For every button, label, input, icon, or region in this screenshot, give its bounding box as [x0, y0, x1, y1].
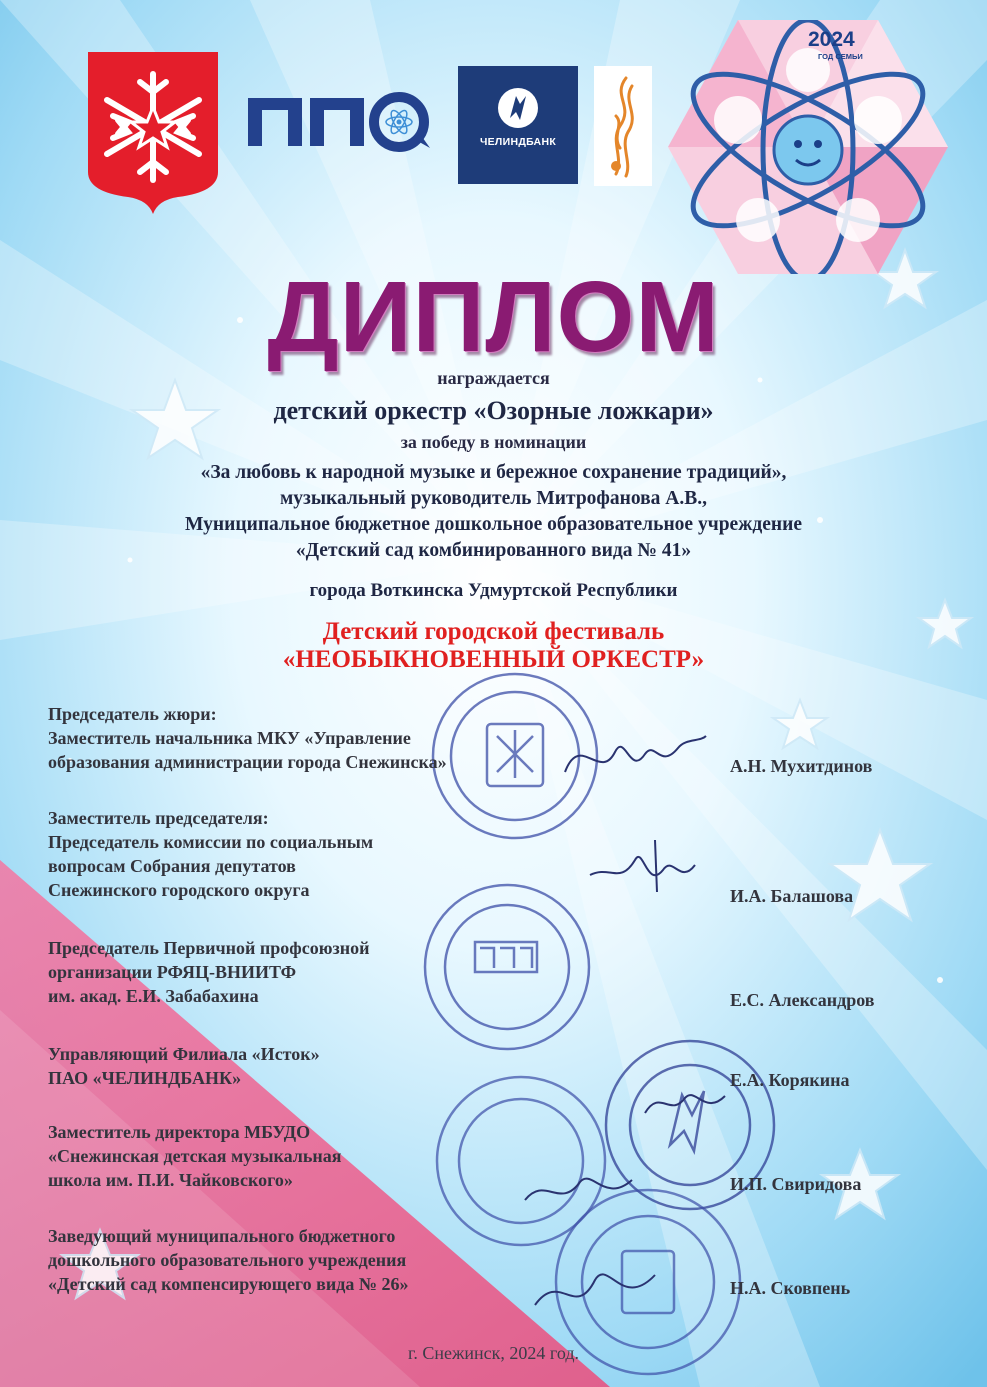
signatory-title-line: им. акад. Е.И. Забабахина	[48, 986, 259, 1006]
signatory-name: Е.С. Александров	[730, 990, 875, 1010]
signatory-title-line: Заместитель начальника МКУ «Управление	[48, 728, 411, 748]
signature-1	[560, 722, 710, 792]
signatory-name: А.Н. Мухитдинов	[730, 756, 873, 776]
signature-4	[520, 1160, 640, 1220]
festival-line-2: «НЕОБЫКНОВЕННЫЙ ОРКЕСТР»	[282, 646, 705, 673]
recipient-name: детский оркестр «Озорные ложкари»	[273, 396, 714, 425]
signatory-title-line: вопросам Собрания депутатов	[48, 856, 296, 876]
signatory-block	[48, 936, 518, 1008]
signatory-block	[48, 702, 518, 774]
description-line: музыкальный руководитель Митрофанова А.В.,	[279, 488, 708, 509]
bank-name: ЧЕЛИНДБАНК	[479, 136, 557, 148]
signatory-block	[48, 1120, 518, 1192]
bank-emblem-icon	[458, 66, 578, 184]
signature-3	[640, 1078, 730, 1128]
signatory-title-line: «Снежинская детская музыкальная	[48, 1146, 342, 1166]
awarded-label: награждается	[437, 368, 550, 388]
signatory-title-line: школа им. П.И. Чайковского»	[48, 1170, 293, 1190]
music-school-logo	[594, 66, 652, 186]
signatory-title-line: Заведующий муниципального бюджетного	[48, 1226, 396, 1246]
emblem-year: 2024	[808, 28, 855, 51]
emblem-subtitle: ГОД СЕМЬИ	[818, 52, 863, 61]
signatory-title-line: Заместитель директора МБУДО	[48, 1122, 311, 1142]
description-line: «Детский сад комбинированного вида № 41»	[295, 540, 692, 561]
signatory-title-line: организации РФЯЦ-ВНИИТФ	[48, 962, 297, 982]
coat-of-arms-logo	[88, 52, 218, 214]
signatory-title-line: образования администрации города Снежинска»	[48, 752, 447, 772]
signatory-title-line: Председатель Первичной профсоюзной	[48, 938, 370, 958]
signatory-title-line: Председатель комиссии по социальным	[48, 832, 374, 852]
diploma-title: ДИПЛОМ	[267, 261, 720, 373]
signatory-title-line: Председатель жюри:	[48, 704, 217, 724]
signatory-title-line: Заместитель председателя:	[48, 808, 269, 828]
signatory-title-line: «Детский сад компенсирующего вида № 26»	[48, 1274, 409, 1294]
signature-2	[585, 830, 715, 905]
ppo-logo	[244, 84, 436, 152]
signature-5	[530, 1250, 660, 1330]
chelindbank-logo	[458, 66, 578, 184]
nomination-label: за победу в номинации	[400, 432, 587, 452]
description-line: Муниципальное бюджетное дошкольное образовательное учреждение	[184, 514, 802, 535]
place-and-date: г. Снежинск, 2024 год.	[408, 1343, 579, 1363]
signatory-title-line: Снежинского городского округа	[48, 880, 310, 900]
signatory-name: Е.А. Корякина	[730, 1070, 850, 1090]
signatory-name: И.А. Балашова	[730, 886, 854, 906]
year-of-family-emblem	[668, 20, 948, 274]
signatory-block	[48, 806, 518, 902]
festival-line-1: Детский городской фестиваль	[322, 618, 665, 645]
signatory-title-line: дошкольного образовательного учреждения	[48, 1250, 407, 1270]
atom-emblem-icon	[668, 20, 948, 274]
signatory-name: Н.А. Сковпень	[730, 1278, 851, 1298]
city-line: города Воткинска Удмуртской Республики	[309, 580, 678, 601]
signatory-block	[48, 1042, 518, 1090]
signatory-block	[48, 1224, 518, 1296]
signatory-title-line: ПАО «ЧЕЛИНДБАНК»	[48, 1068, 242, 1088]
signatory-name: И.П. Свиридова	[730, 1174, 862, 1194]
nomination-description	[0, 460, 987, 564]
signatory-title-line: Управляющий Филиала «Исток»	[48, 1044, 320, 1064]
description-line: «За любовь к народной музыке и бережное сохранение традиций»,	[200, 462, 787, 483]
